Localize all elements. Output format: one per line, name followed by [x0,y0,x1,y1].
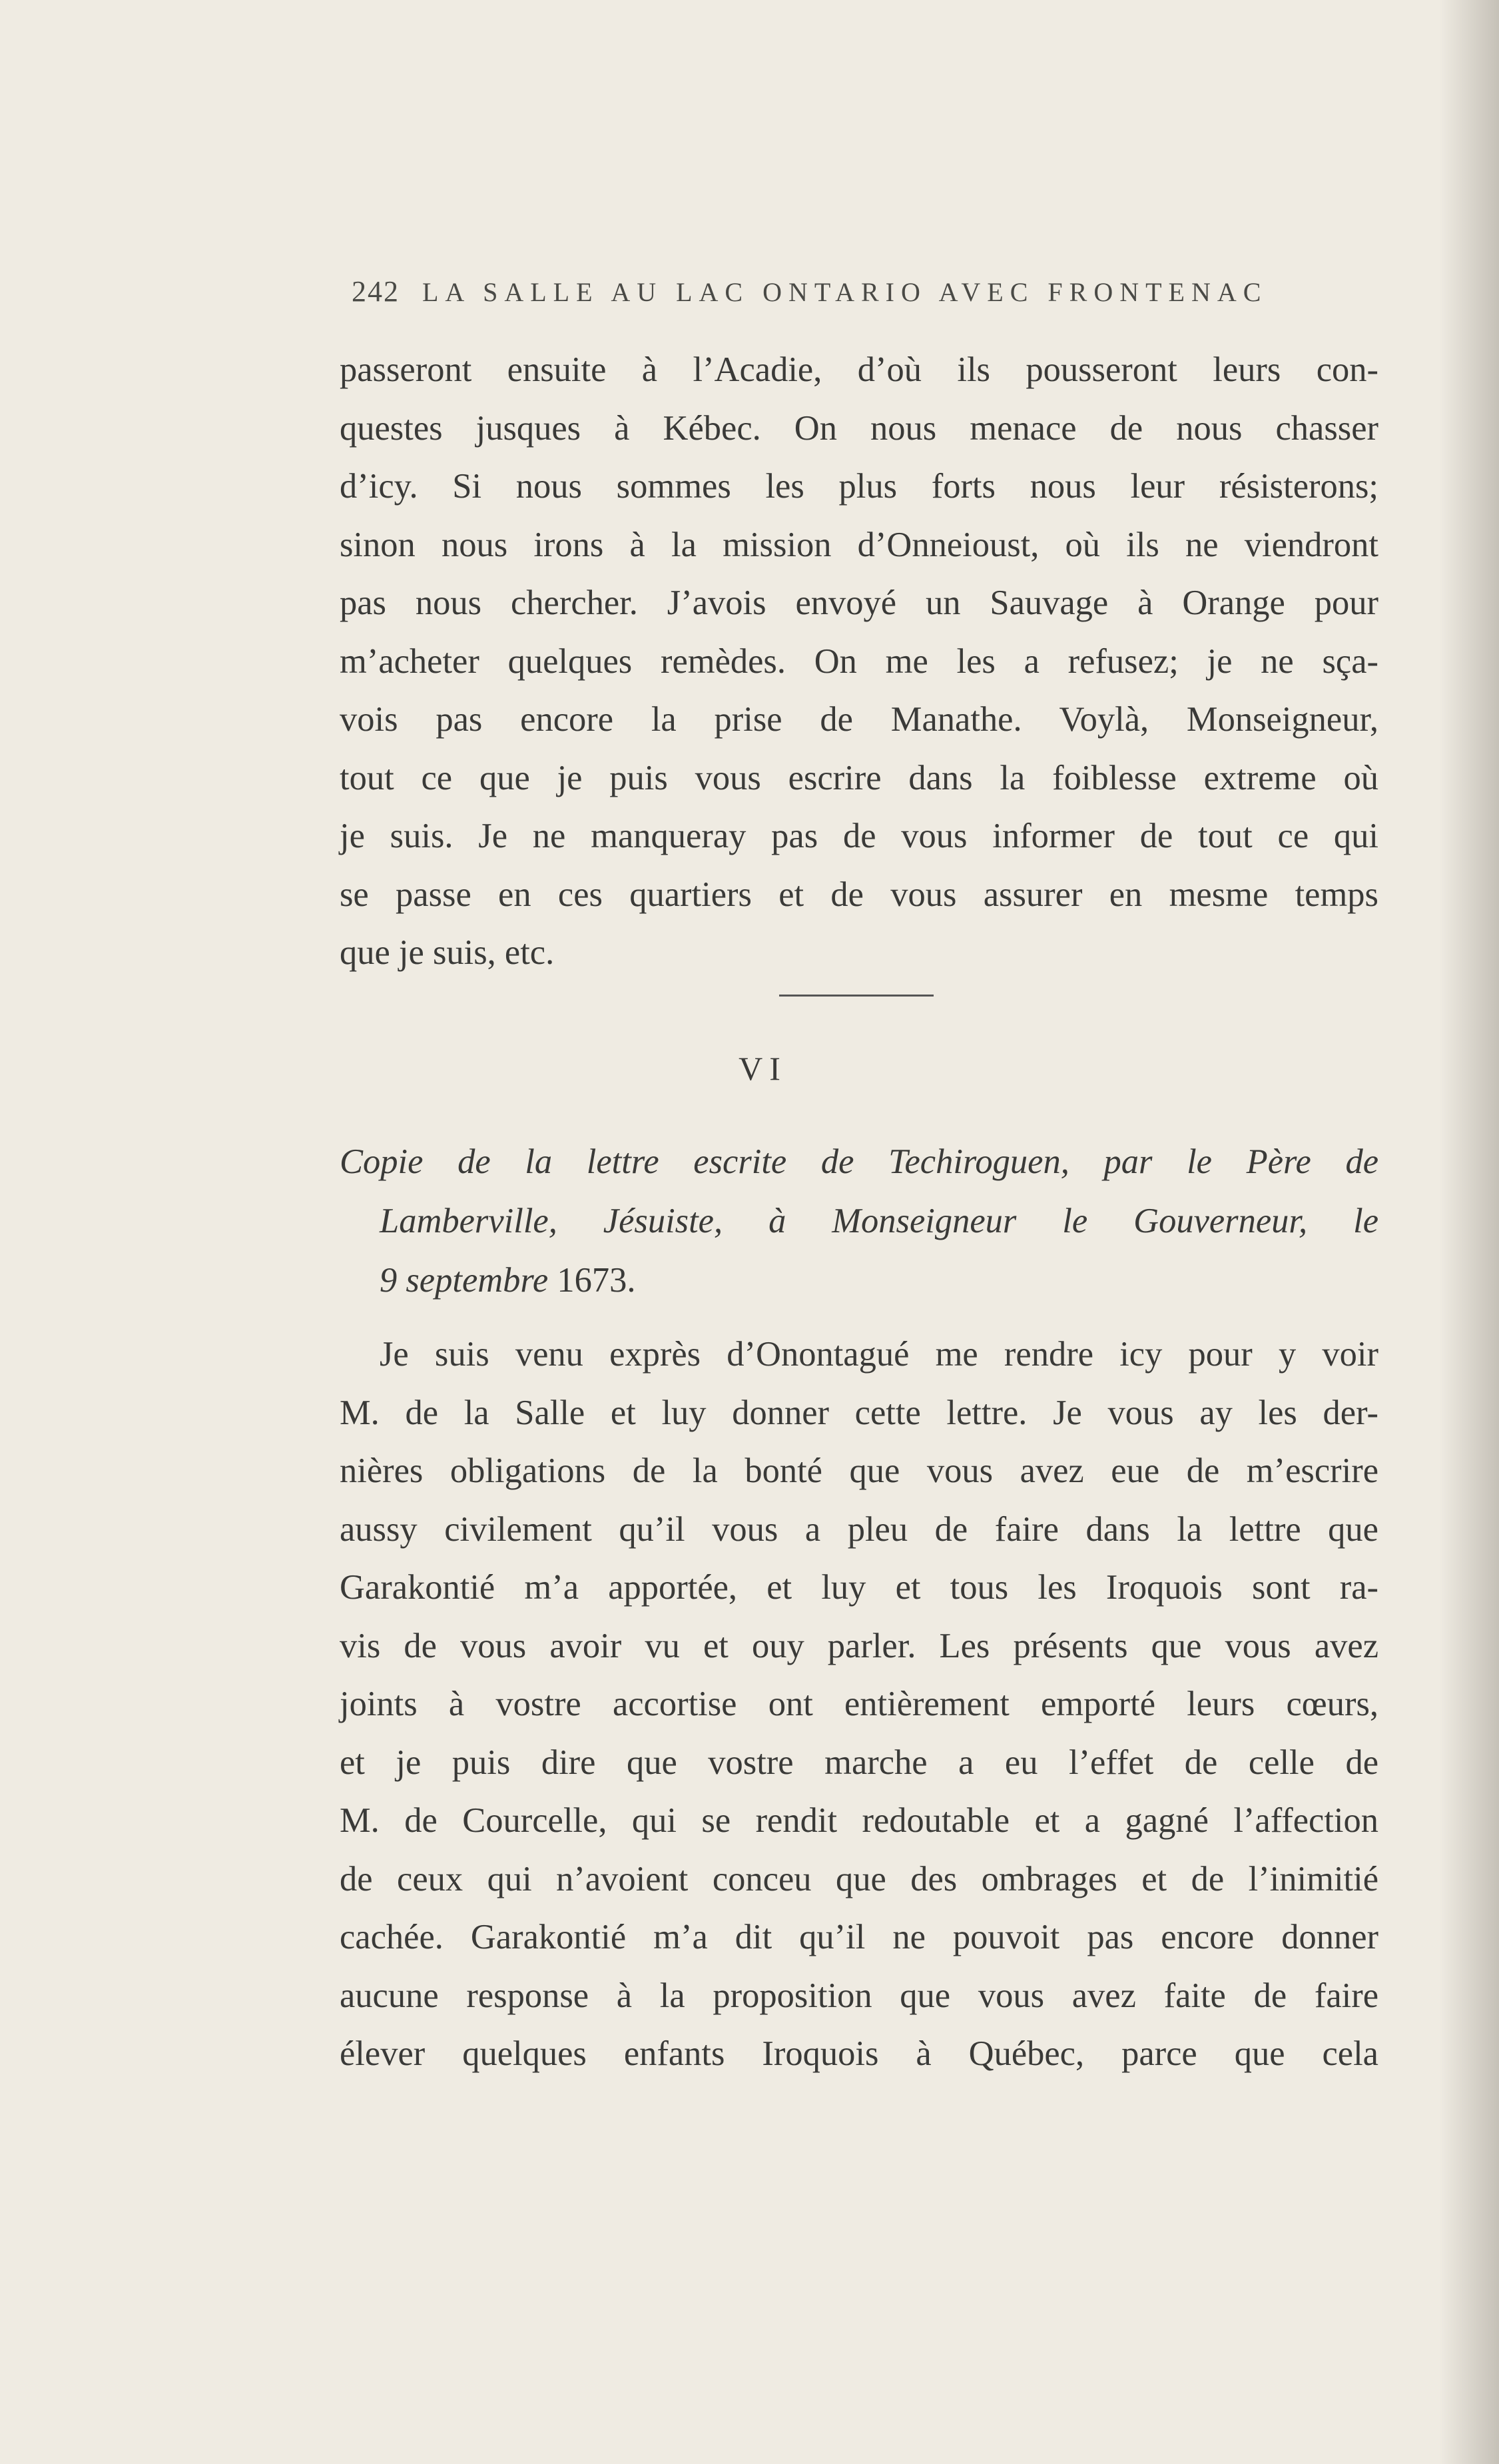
text-line: m’acheter quelques remèdes. On me les a refusez; je ne sça- [340,641,1378,681]
text-line: de ceux qui n’avoient conceu que des ombrages et de l’inimitié [340,1859,1378,1898]
text-line: vois pas encore la prise de Manathe. Voylà, Monseigneur, [340,700,1378,739]
text-line: tout ce que je puis vous escrire dans la foiblesse extreme où [340,758,1378,797]
text-line: M. de Courcelle, qui se rendit redoutable et a gagné l’affection [340,1801,1378,1840]
page-number: 242 [352,275,400,308]
running-header [352,274,1297,308]
text-line: et je puis dire que vostre marche a eu l’effet de celle de [340,1743,1378,1782]
text-line: passeront ensuite à l’Acadie, d’où ils pousseront leurs con- [340,350,1378,389]
letter-caption [340,1132,1378,1310]
text-line: aussy civilement qu’il vous a pleu de faire dans la lettre que [340,1509,1378,1549]
text-line: pas nous chercher. J’avois envoyé un Sauvage à Orange pour [340,584,1378,622]
caption-date: 9 septembre [380,1261,549,1300]
text-line: nières obligations de la bonté que vous avez eue de m’escrire [340,1451,1378,1490]
letter-body [340,1326,1378,2084]
text-line: d’icy. Si nous sommes les plus forts nous leur résisterons; [340,467,1378,506]
text-line: Je suis venu exprès d’Onontagué me rendre icy pour y voir [380,1335,1378,1374]
text-line: questes jusques à Kébec. On nous menace de nous chasser [340,408,1378,448]
text-line: que je suis, etc. [340,933,555,972]
caption-line: Copie de la lettre escrite de Techiroguen, par le Père de [340,1142,1378,1181]
text-line: élever quelques enfants Iroquois à Québec, parce que cela [340,2034,1378,2073]
text-line: joints à vostre accortise ont entièrement emporté leurs cœurs, [340,1685,1378,1723]
text-line: se passe en ces quartiers et de vous assurer en mesme temps [340,875,1378,914]
text-line: vis de vous avoir vu et ouy parler. Les présents que vous avez [340,1626,1378,1665]
text-line: Garakontié m’a apportée, et luy et tous les Iroquois sont ra- [340,1568,1378,1607]
caption-year: 1673. [548,1261,636,1300]
caption-line: Lamberville, Jésuiste, à Monseigneur le Gouverneur, le [380,1202,1378,1240]
page-edge-shadow [1439,0,1499,2464]
text-line: je suis. Je ne manqueray pas de vous informer de tout ce qui [340,817,1378,855]
paragraph-continuation [340,341,1378,983]
text-line: aucune response à la proposition que vous avez faite de faire [340,1976,1378,2015]
running-title: LA SALLE AU LAC ONTARIO AVEC FRONTENAC [422,277,1268,307]
text-line: M. de la Salle et luy donner cette lettre. Je vous ay les der- [340,1393,1378,1432]
section-number: VI [739,1050,787,1087]
text-line: sinon nous irons à la mission d’Onneioust, où ils ne viendront [340,525,1378,564]
text-line: cachée. Garakontié m’a dit qu’il ne pouvoit pas encore donner [340,1918,1378,1956]
caption-line [340,1251,1378,1310]
section-divider [779,995,934,997]
